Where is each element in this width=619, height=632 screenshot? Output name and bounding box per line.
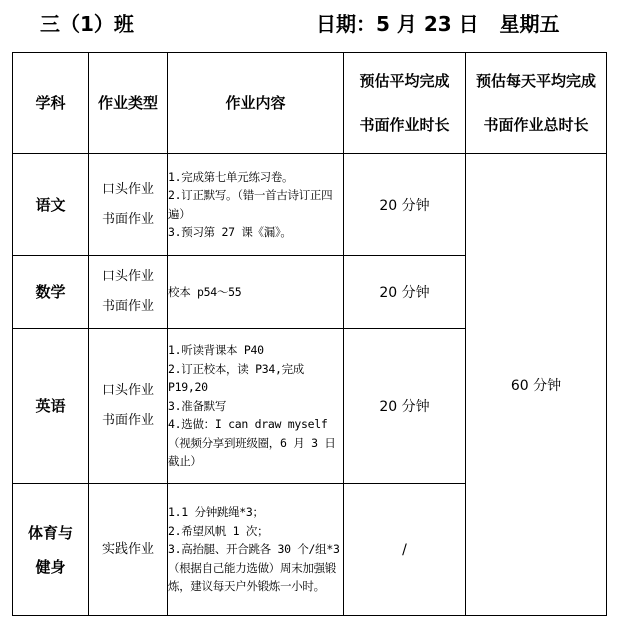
type-line: 实践作业 [101, 541, 154, 557]
type-line: 书面作业 [101, 413, 154, 428]
subject-line: 体育与 [27, 523, 73, 542]
duration-cell: 20 分钟 [344, 154, 466, 256]
col-header-daily-line2: 书面作业总时长 [483, 116, 589, 134]
content-line: 1.1 分钟跳绳*3； [168, 505, 264, 520]
type-line: 口头作业 [101, 181, 154, 197]
content-line: 1.听读背课本 P40 [168, 343, 264, 358]
content-line: 2.订正校本，读 P34,完成P19,20 [168, 361, 304, 395]
col-header-content: 作业内容 [168, 53, 344, 154]
type-line: 口头作业 [101, 383, 154, 398]
duration-cell: 20 分钟 [344, 329, 466, 484]
content-cell [168, 484, 344, 616]
content-line: 3.预习第 27 课《漏》。 [168, 225, 292, 239]
col-header-daily-line1: 预估每天平均完成 [475, 72, 596, 90]
content-cell [168, 154, 344, 256]
type-line: 书面作业 [101, 299, 154, 314]
type-cell [89, 329, 168, 484]
type-cell [89, 484, 168, 616]
col-header-daily-total [466, 53, 607, 154]
content-line: 3.准备默写 [168, 398, 227, 413]
content-cell [168, 256, 344, 329]
col-header-avg-line1: 预估平均完成 [359, 72, 450, 90]
content-cell [168, 329, 344, 484]
class-title: 三（1）班 [40, 12, 134, 36]
subject-cell: 英语 [13, 329, 89, 484]
table-row [13, 154, 607, 256]
date-text: 日期：5 月 23 日 星期五 [316, 12, 560, 36]
page-header [0, 6, 619, 40]
col-header-avg-duration [344, 53, 466, 154]
type-cell [89, 154, 168, 256]
duration-cell: 20 分钟 [344, 256, 466, 329]
subject-line: 健身 [35, 557, 66, 576]
col-header-subject: 学科 [13, 53, 89, 154]
daily-total-cell: 60 分钟 [466, 154, 607, 616]
content-line: 2.订正默写。（错一首古诗订正四遍） [168, 188, 333, 221]
homework-table [12, 52, 607, 616]
content-line: 4.选做：I can draw myself（视频分享到班级圈，6 月 3 日截止） [168, 417, 336, 469]
duration-cell: / [344, 484, 466, 616]
type-line: 口头作业 [101, 269, 154, 284]
content-line: 校本 p54～55 [168, 284, 242, 299]
col-header-type: 作业类型 [89, 53, 168, 154]
subject-cell: 数学 [13, 256, 89, 329]
content-line: 2.希望风帆 1 次； [168, 523, 269, 538]
table-header-row [13, 53, 607, 154]
content-line: 1.完成第七单元练习卷。 [168, 169, 294, 184]
subject-cell [13, 484, 89, 616]
type-cell [89, 256, 168, 329]
content-line: 3.高抬腿、开合跳各 30 个/组*3（根据自己能力选做）周末加强锻炼，建议每天户外锻炼一小时。 [168, 542, 340, 594]
type-line: 书面作业 [101, 211, 154, 227]
col-header-avg-line2: 书面作业时长 [359, 116, 450, 134]
subject-cell: 语文 [13, 154, 89, 256]
